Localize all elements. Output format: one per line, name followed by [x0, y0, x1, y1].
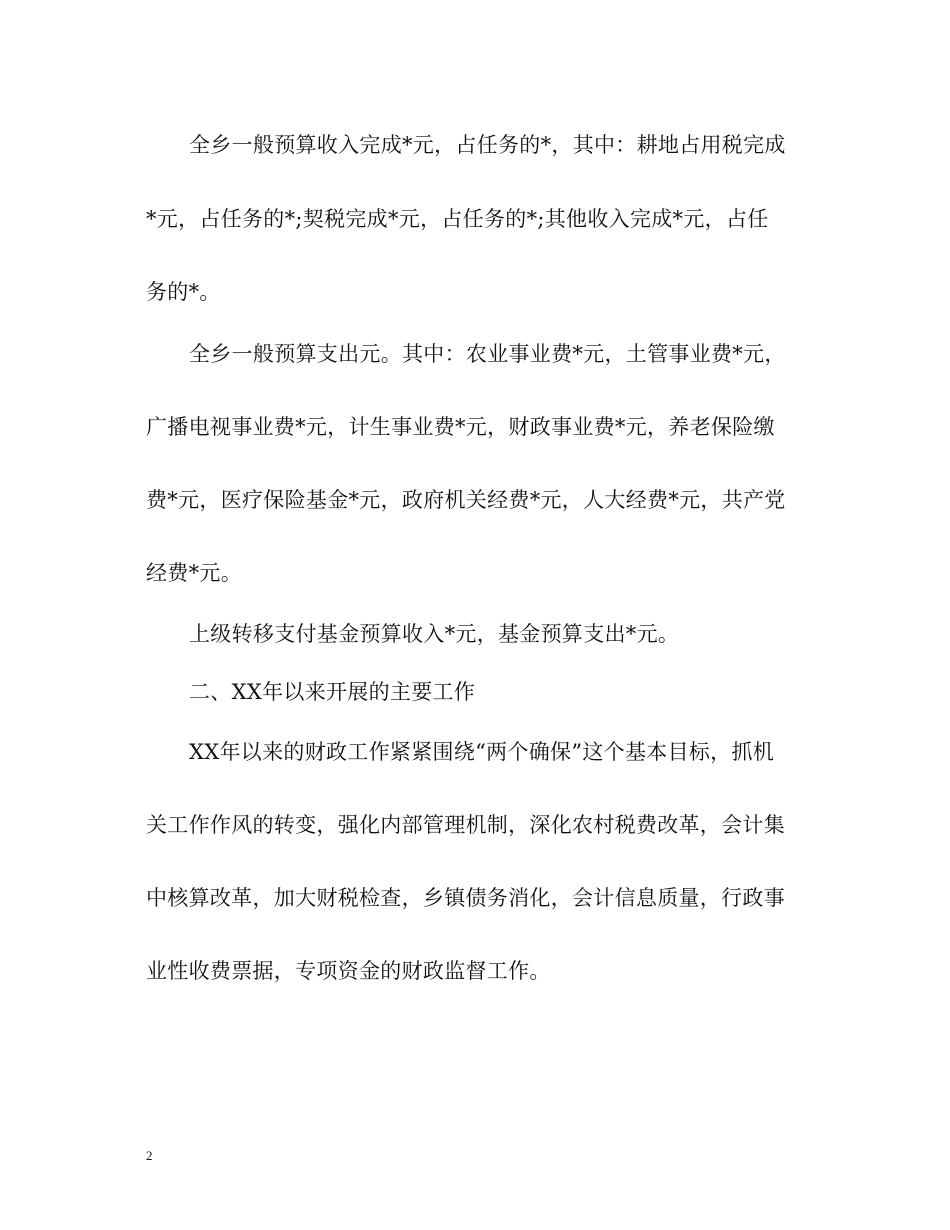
section-heading: 二、XX年以来开展的主要工作: [189, 680, 476, 704]
paragraph-1-line-3: 务的*。: [146, 280, 221, 304]
page-number: 2: [146, 1148, 153, 1163]
paragraph-4-line-3: 中核算改革，加大财税检查，乡镇债务消化，会计信息质量，行政事: [146, 886, 785, 910]
paragraph-2-line-3: 费*元，医疗保险基金*元，政府机关经费*元，人大经费*元，共产党: [146, 488, 786, 512]
paragraph-1-line-2: *元，占任务的*;契税完成*元，占任务的*;其他收入完成*元，占任: [146, 207, 769, 231]
paragraph-1-line-1: 全乡一般预算收入完成*元，占任务的*，其中：耕地占用税完成: [189, 133, 786, 157]
paragraph-4-line-1: XX年以来的财政工作紧紧围绕“两个确保”这个基本目标，抓机: [189, 740, 775, 764]
paragraph-4-line-4: 业性收费票据，专项资金的财政监督工作。: [146, 959, 551, 983]
paragraph-2-line-2: 广播电视事业费*元，计生事业费*元，财政事业费*元，养老保险缴: [146, 415, 775, 439]
paragraph-2-line-4: 经费*元。: [146, 561, 242, 585]
paragraph-2-line-1: 全乡一般预算支出元。其中：农业事业费*元，土管事业费*元，: [189, 342, 786, 366]
paragraph-4-line-2: 关工作作风的转变，强化内部管理机制，深化农村税费改革，会计集: [146, 813, 785, 837]
paragraph-3-line-1: 上级转移支付基金预算收入*元，基金预算支出*元。: [189, 622, 680, 646]
